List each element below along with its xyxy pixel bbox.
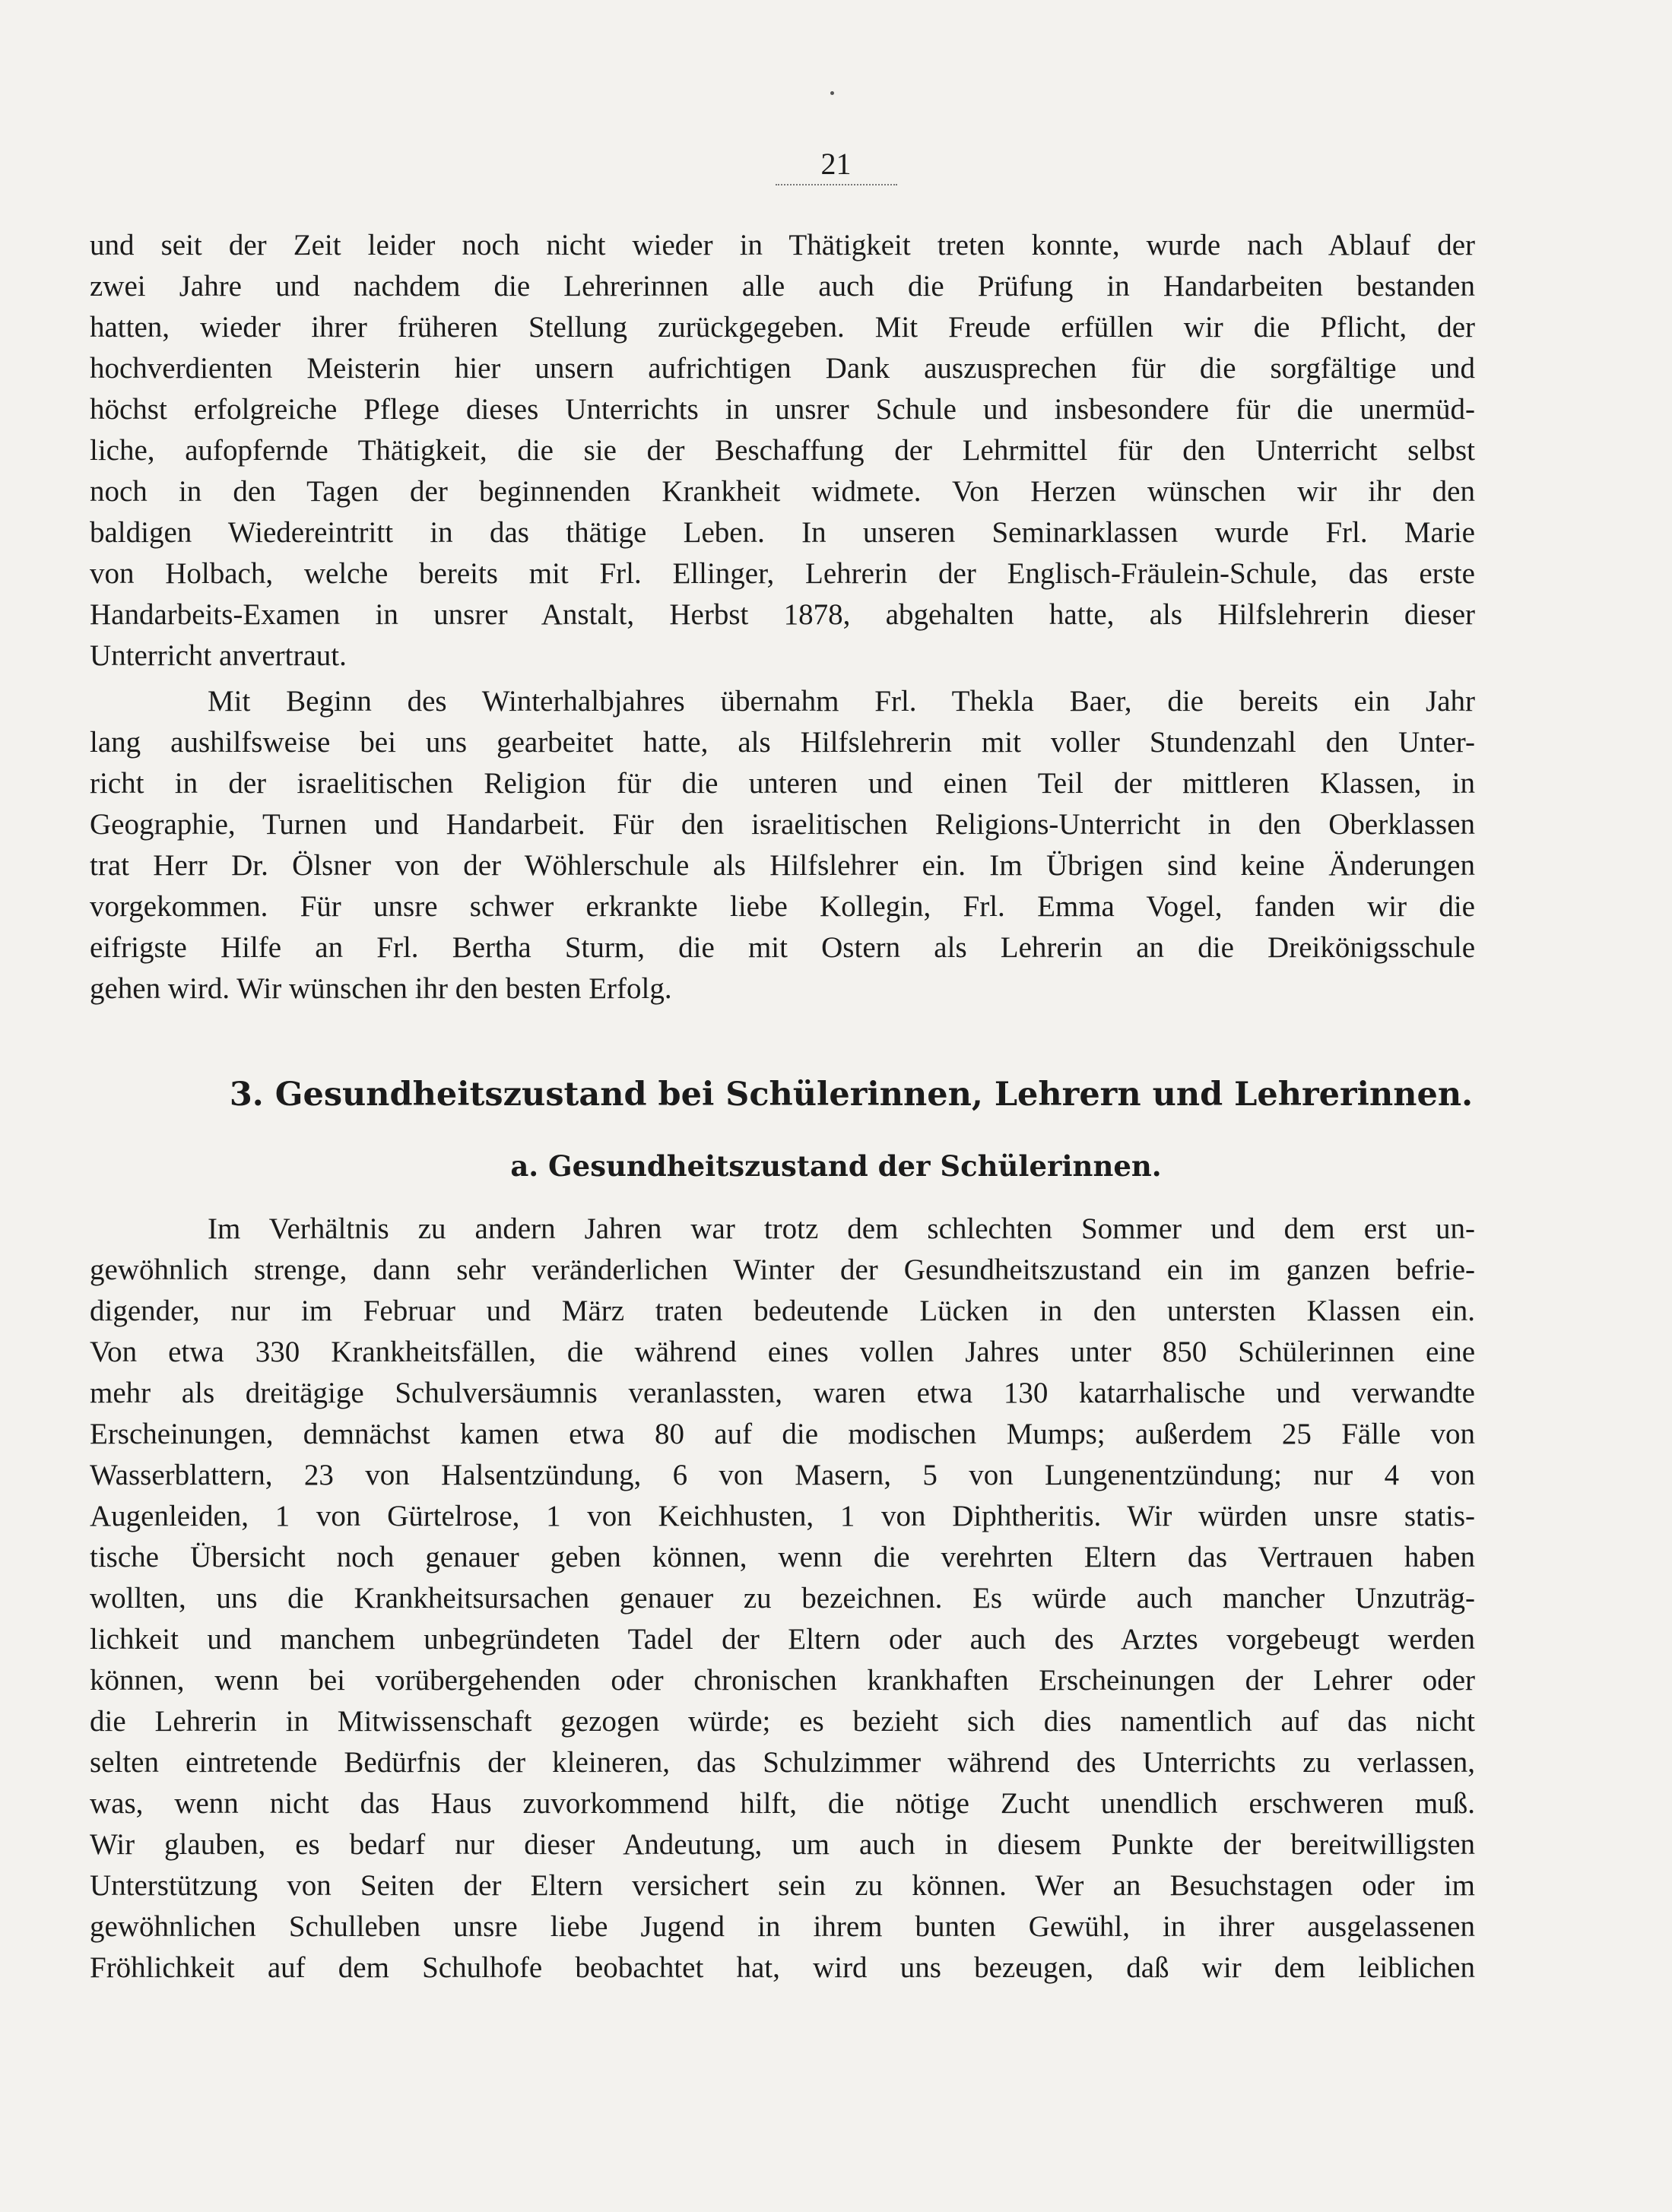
text-line: zwei Jahre und nachdem die Lehrerinnen alle auch die Prüfung in Handarbeiten bestanden — [90, 270, 1475, 303]
text-line: digender, nur im Februar und März traten bedeutende Lücken in den untersten Klassen ein. — [90, 1295, 1475, 1327]
paragraph-staff-changes — [90, 681, 1475, 1009]
text-line: und seit der Zeit leider noch nicht wieder in Thätigkeit treten konnte, wurde nach Ablauf der — [90, 229, 1475, 261]
text-line: Fröhlichkeit auf dem Schulhofe beobachtet hat, wird uns bezeugen, daß wir dem leiblichen — [90, 1951, 1475, 1984]
text-line: richt in der israelitischen Religion für die unteren und einen Teil der mittleren Klassen, in — [90, 767, 1475, 800]
page-number — [0, 144, 1672, 185]
text-line: von Holbach, welche bereits mit Frl. Ellinger, Lehrerin der Englisch-Fräulein-Schule, das erste — [90, 557, 1475, 590]
text-line: wollten, uns die Krankheitsursachen genauer zu bezeichnen. Es würde auch mancher Unzuträg- — [90, 1582, 1475, 1615]
text-line: Unterstützung von Seiten der Eltern versichert sein zu können. Wer an Besuchstagen oder im — [90, 1869, 1475, 1902]
text-line: Von etwa 330 Krankheitsfällen, die während eines vollen Jahres unter 850 Schülerinnen eine — [90, 1336, 1475, 1368]
text-line: lang aushilfsweise bei uns gearbeitet hatte, als Hilfslehrerin mit voller Stundenzahl den Unter- — [90, 726, 1475, 759]
text-line: gewöhnlich strenge, dann sehr veränderlichen Winter der Gesundheitszustand ein im ganzen befrie- — [90, 1253, 1475, 1286]
text-line: Handarbeits-Examen in unsrer Anstalt, Herbst 1878, abgehalten hatte, als Hilfslehrerin dieser — [90, 598, 1475, 631]
text-line: hochverdienten Meisterin hier unsern aufrichtigen Dank auszusprechen für die sorgfältige und — [90, 352, 1475, 385]
text-line: die Lehrerin in Mitwissenschaft gezogen würde; es bezieht sich dies namentlich auf das nicht — [90, 1705, 1475, 1738]
text-line: lichkeit und manchem unbegründeten Tadel der Eltern oder auch des Arztes vorgebeugt werden — [90, 1623, 1475, 1656]
text-line: eifrigste Hilfe an Frl. Bertha Sturm, die mit Ostern als Lehrerin an die Dreikönigsschule — [90, 931, 1475, 964]
text-line: können, wenn bei vorübergehenden oder chronischen krankhaften Erscheinungen der Lehrer oder — [90, 1664, 1475, 1697]
paragraph-continuation — [90, 225, 1475, 677]
page-number-text: 21 — [820, 147, 852, 181]
text-line: selten eintretende Bedürfnis der kleineren, das Schulzimmer während des Unterrichts zu verlassen, — [90, 1746, 1475, 1779]
text-line: Wasserblattern, 23 von Halsentzündung, 6 von Masern, 5 von Lungenentzündung; nur 4 von — [90, 1459, 1475, 1491]
text-line: mehr als dreitägige Schulversäumnis veranlassten, waren etwa 130 katarrhalische und verwandte — [90, 1377, 1475, 1409]
subsection-heading: a. Gesundheitszustand der Schülerinnen. — [510, 1149, 1162, 1183]
text-line: liche, aufopfernde Thätigkeit, die sie der Beschaffung der Lehrmittel für den Unterricht selbst — [90, 434, 1475, 467]
text-line: Erscheinungen, demnächst kamen etwa 80 auf die modischen Mumps; außerdem 25 Fälle von — [90, 1418, 1475, 1450]
text-line: trat Herr Dr. Ölsner von der Wöhlerschule als Hilfslehrer ein. Im Übrigen sind keine Änderungen — [90, 849, 1475, 882]
text-line: hatten, wieder ihrer früheren Stellung zurückgegeben. Mit Freude erfüllen wir die Pflicht, der — [90, 311, 1475, 344]
text-line: Unterricht anvertraut. — [90, 639, 347, 672]
text-line: baldigen Wiedereintritt in das thätige Leben. In unseren Seminarklassen wurde Frl. Marie — [90, 516, 1475, 549]
text-line: höchst erfolgreiche Pflege dieses Unterrichts in unsrer Schule und insbesondere für die unermüd- — [90, 393, 1475, 426]
text-line: gewöhnlichen Schulleben unsre liebe Jugend in ihrem bunten Gewühl, in ihrer ausgelassenen — [90, 1910, 1475, 1943]
scan-speck — [830, 91, 834, 95]
text-line: Augenleiden, 1 von Gürtelrose, 1 von Keichhusten, 1 von Diphtheritis. Wir würden unsre statis- — [90, 1500, 1475, 1532]
text-line: tische Übersicht noch genauer geben können, wenn die verehrten Eltern das Vertrauen haben — [90, 1541, 1475, 1573]
paragraph-health-report — [90, 1209, 1475, 1989]
text-line: vorgekommen. Für unsre schwer erkrankte liebe Kollegin, Frl. Emma Vogel, fanden wir die — [90, 890, 1475, 923]
section-heading: 3. Gesundheitszustand bei Schülerinnen, Lehrern und Lehrerinnen. — [229, 1076, 1474, 1114]
text-line: noch in den Tagen der beginnenden Krankheit widmete. Von Herzen wünschen wir ihr den — [90, 475, 1475, 508]
text-line: Mit Beginn des Winterhalbjahres übernahm Frl. Thekla Baer, die bereits ein Jahr — [208, 685, 1475, 718]
text-line: gehen wird. Wir wünschen ihr den besten Erfolg. — [90, 972, 672, 1005]
text-line: Wir glauben, es bedarf nur dieser Andeutung, um auch in diesem Punkte der bereitwilligsten — [90, 1828, 1475, 1861]
text-line: was, wenn nicht das Haus zuvorkommend hilft, die nötige Zucht unendlich erschweren muß. — [90, 1787, 1475, 1820]
page-number-ornament — [776, 184, 897, 185]
text-line: Im Verhältnis zu andern Jahren war trotz dem schlechten Sommer und dem erst un- — [208, 1212, 1475, 1245]
text-line: Geographie, Turnen und Handarbeit. Für den israelitischen Religions-Unterricht in den Oberklassen — [90, 808, 1475, 841]
